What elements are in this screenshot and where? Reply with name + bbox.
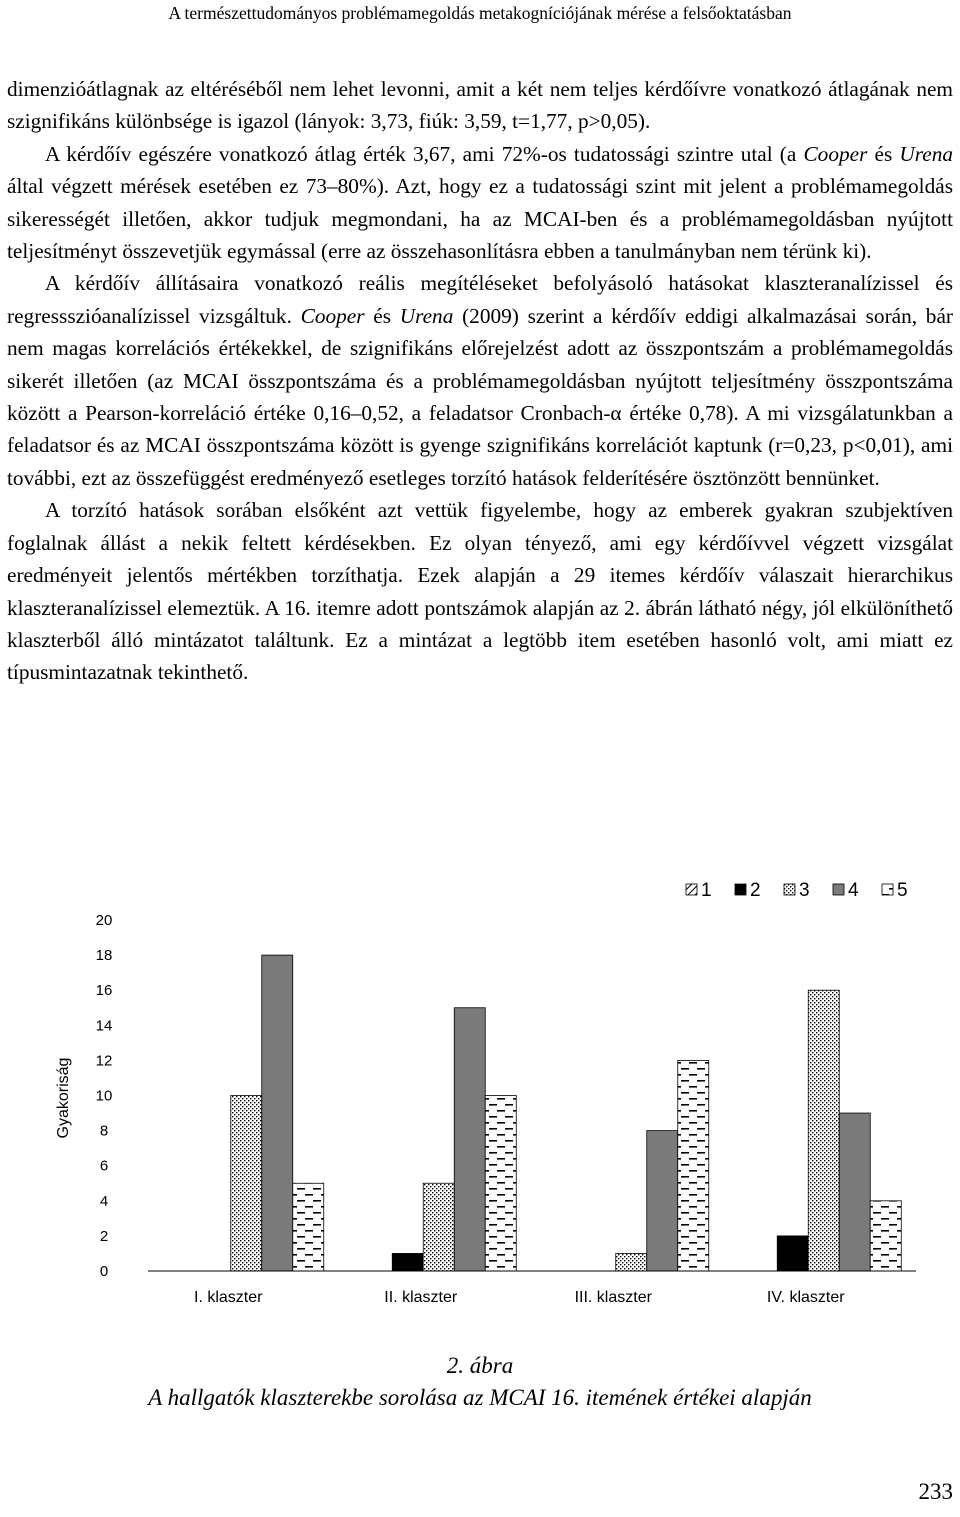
bar-ivklaszter-series-5	[870, 1201, 901, 1271]
paragraph-3	[7, 267, 953, 494]
legend-swatch-2	[735, 884, 746, 895]
running-header: A természettudományos problémamegoldás metakogníciójának mérése a felsőoktatásban	[168, 3, 792, 23]
legend	[686, 880, 908, 901]
y-tick-labels	[96, 912, 113, 1280]
author-urena: Urena	[899, 141, 953, 166]
author-cooper: Cooper	[803, 141, 868, 166]
bar-iklaszter-series-5	[293, 1183, 324, 1271]
bar-iklaszter-series-4	[262, 955, 293, 1271]
y-tick-label: 8	[99, 1122, 109, 1140]
p2-text-b: és	[867, 141, 900, 166]
legend-label-1: 1	[701, 880, 712, 901]
bar-iiklaszter-series-5	[485, 1096, 516, 1272]
y-tick-label: 14	[95, 1017, 113, 1035]
y-tick-label: 4	[99, 1192, 109, 1210]
bar-chart	[0, 868, 960, 1328]
legend-label-2: 2	[750, 880, 761, 901]
paragraph-1: dimenzióátlagnak az eltéréséből nem lehet levonni, amit a két nem teljes kérdőívre vonatkozó átlagának nem szignifikáns különbsége is igazol (lányok: 3,73, fiúk: 3,59, t=1,77, p>0,05).	[7, 77, 953, 134]
bars	[231, 955, 902, 1271]
bar-chart-svg	[0, 868, 960, 1328]
category-label: I. klaszter	[194, 1289, 263, 1306]
legend-label-5: 5	[897, 880, 908, 901]
p2-text-c: által végzett mérések esetében ez 73–80%). Azt, hogy ez a tudatossági szint mit jelent a problémamegoldás sikerességét illetően, akkor tudjuk megmondani, ha az MCAI-ben és a problémamegoldásban nyújtott teljesítményt összevetjük egymással (erre az összehasonlításra ebben a tanulmányban nem térünk ki).	[7, 174, 953, 264]
y-tick-label: 12	[95, 1052, 113, 1070]
paragraph-2	[7, 138, 953, 268]
author-urena: Urena	[399, 303, 454, 328]
author-cooper: Cooper	[300, 303, 365, 328]
y-tick-label: 0	[99, 1263, 109, 1280]
bar-iiklaszter-series-3	[423, 1183, 454, 1271]
category-label: IV. klaszter	[766, 1289, 845, 1306]
category-labels	[194, 1289, 845, 1306]
figure-number: 2. ábra	[446, 1353, 514, 1378]
y-tick-label: 6	[99, 1157, 109, 1175]
p3-text-a: A kérdőív állításaira vonatkozó reális megítéléseket befolyásoló hatásokat klaszteranalízissel és regressszióanalízissel vizsgáltuk.	[7, 271, 953, 328]
y-axis-label	[55, 1058, 72, 1139]
y-tick-label: 10	[95, 1087, 113, 1105]
p2-text-a: A kérdőív egészére vonatkozó átlag érték 3,67, ami 72%-os tudatossági szintre utal (a	[45, 141, 804, 166]
y-tick-label: 16	[95, 982, 113, 1000]
bar-ivklaszter-series-3	[808, 990, 839, 1271]
bar-ivklaszter-series-4	[839, 1113, 870, 1271]
bar-iiklaszter-series-4	[454, 1008, 485, 1271]
bar-iiiklaszter-series-4	[647, 1131, 678, 1271]
category-label: III. klaszter	[574, 1289, 652, 1306]
legend-swatch-5	[882, 884, 893, 895]
p3-text-b: és	[364, 303, 400, 328]
y-tick-label: 20	[95, 912, 113, 929]
legend-label-4: 4	[848, 880, 859, 901]
bar-iiiklaszter-series-5	[678, 1060, 709, 1271]
legend-label-3: 3	[799, 880, 810, 901]
y-tick-label: 2	[99, 1227, 109, 1245]
legend-swatch-4	[833, 884, 844, 895]
category-label: II. klaszter	[384, 1289, 458, 1306]
bar-ivklaszter-series-2	[777, 1236, 808, 1271]
y-axis-title: Gyakoriság	[55, 1057, 72, 1139]
bar-iklaszter-series-3	[231, 1096, 262, 1272]
bar-iiklaszter-series-2	[392, 1253, 423, 1271]
paragraph-4: A torzító hatások sorában elsőként azt vettük figyelembe, hogy az emberek gyakran szubjektíven foglalnak állást a nekik feltett kérdésekben. Ez olyan tényező, ami egy kérdőívvel végzett vizsgálat eredményeit jelentős mértékben torzíthatja. Ezek alapján a 29 itemes kérdőív válaszait hierarchikus klaszteranalízissel elemeztük. A 16. itemre adott pontszámok alapján az 2. ábrán látható négy, jól elkülöníthető klaszterből álló mintázatot találtunk. Ez a mintázat a legtöbb item esetében hasonló volt, ami miatt ez típusmintazatnak tekinthető.	[7, 498, 953, 685]
y-tick-label: 18	[95, 947, 113, 965]
page-number: 233	[918, 1479, 953, 1504]
legend-swatch-1	[686, 884, 697, 895]
legend-swatch-3	[784, 884, 795, 895]
body-text	[7, 73, 953, 689]
p3-text-c: (2009) szerint a kérdőív eddigi alkalmazásai során, bár nem magas korrelációs értékekkel, de szignifikáns előrejelzést adott az összpontszám a problémamegoldás sikerét illetően (az MCAI összpontszáma és a problémamegoldásban nyújtott teljesítmény összpontszáma között a Pearson-korreláció értéke 0,16–0,52, a feladatsor Cronbach-α értéke 0,78). A mi vizsgálatunkban a feladatsor és az MCAI összpontszáma között is gyenge szignifikáns korrelációt kaptunk (r=0,23, p<0,01), ami további, ezt az összefüggést eredményező esetleges torzító hatások felderítésére ösztönzött bennünket.	[7, 303, 953, 490]
bar-iiiklaszter-series-3	[616, 1253, 647, 1271]
figure-caption: A hallgatók klaszterekbe sorolása az MCAI 16. itemének értékei alapján	[148, 1385, 812, 1410]
